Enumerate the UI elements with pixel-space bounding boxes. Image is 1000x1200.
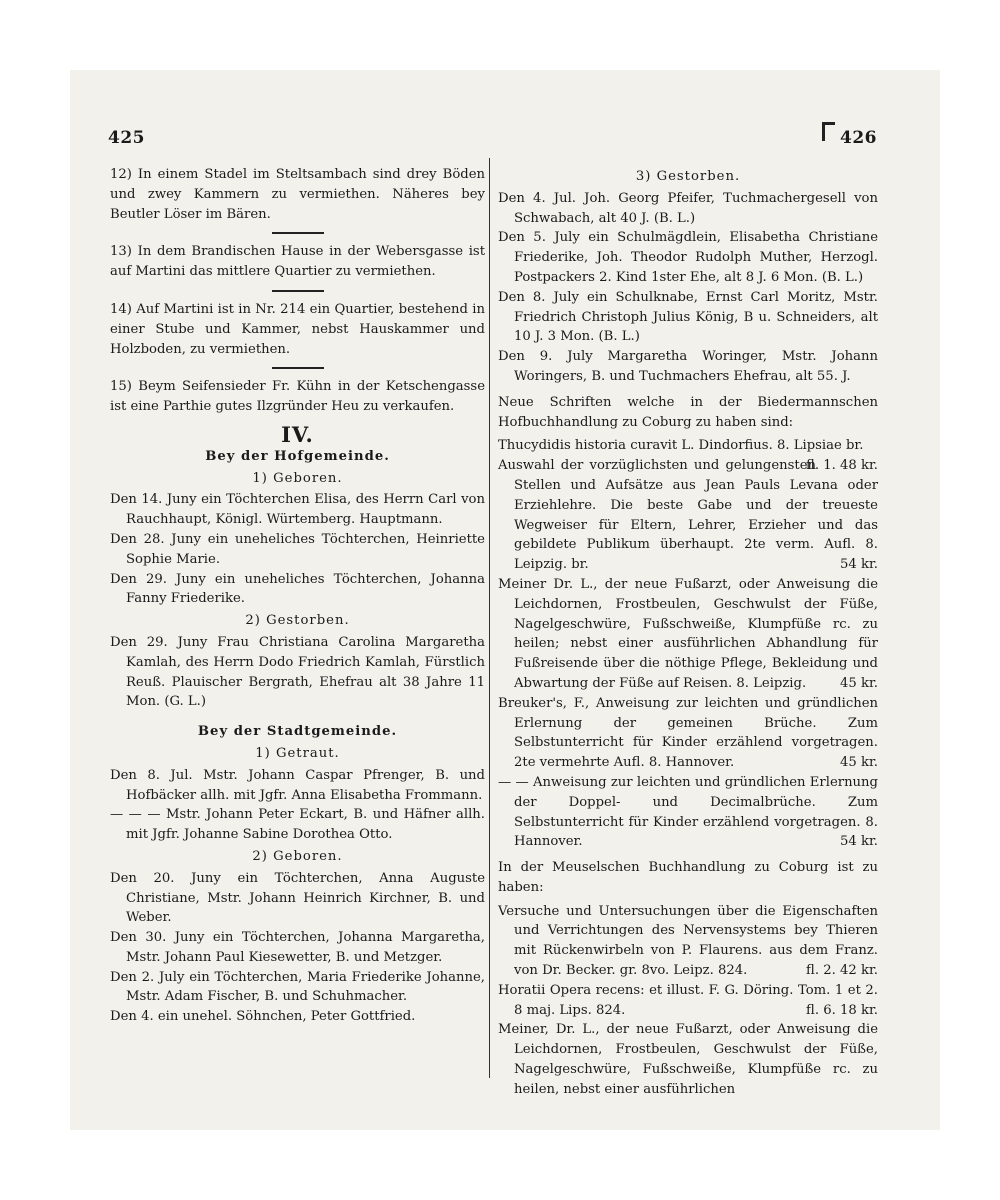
stadt-born-heading: 2) Geboren. xyxy=(252,848,343,864)
book-price: fl. 2. 42 kr. xyxy=(806,963,878,979)
hof-born-entry: Den 14. Juny ein Töchterchen Elisa, des Herrn Carl von Rauchhaupt, Königl. Würtemberg. Hauptmann. xyxy=(110,492,485,528)
book-price: fl. 6. 18 kr. xyxy=(806,1002,878,1018)
book-listing xyxy=(498,694,878,773)
hof-heading: Bey der Hofgemeinde. xyxy=(205,448,390,464)
biedermann-intro: Neue Schriften welche in der Biedermannschen Hofbuchhandlung zu Coburg zu haben sind: xyxy=(498,394,878,430)
hof-born-entry: Den 29. Juny ein uneheliches Töchterchen, Johanna Fanny Friederike. xyxy=(110,571,485,607)
died-entry: Den 8. July ein Schulknabe, Ernst Carl Moritz, Mstr. Friedrich Christoph Julius König, B u. Schneiders, alt 10 J. 3 Mon. (B. L.) xyxy=(498,289,878,345)
notice-13: 13) In dem Brandischen Hause in der Webersgasse ist auf Martini das mittlere Quartier zu vermiethen. xyxy=(110,244,485,280)
hof-born-heading: 1) Geboren. xyxy=(252,470,343,486)
stadt-born-entry: Den 2. July ein Töchterchen, Maria Friederike Johanne, Mstr. Adam Fischer, B. und Schuhmacher. xyxy=(110,969,485,1005)
column-divider xyxy=(489,158,490,1078)
section-numeral: IV. xyxy=(281,421,314,447)
left-column xyxy=(110,165,485,1027)
meusel-intro: In der Meuselschen Buchhandlung zu Coburg ist zu haben: xyxy=(498,860,878,895)
book-listing xyxy=(498,902,878,981)
stadt-born-entry: Den 30. Juny ein Töchterchen, Johanna Margaretha, Mstr. Johann Paul Kiesewetter, B. und Metzger. xyxy=(110,930,485,965)
right-column xyxy=(498,165,878,1100)
book-listing xyxy=(498,1020,878,1099)
stadt-married-entry: — — — Mstr. Johann Peter Eckart, B. und Häfner allh. mit Jgfr. Johanne Sabine Dorothea Otto. xyxy=(110,807,485,843)
book-text: Meiner Dr. L., der neue Fußarzt, oder Anweisung die Leichdornen, Frostbeulen, Geschwulst der Füße, Nagelgeschwüre, Fußschweiße, Klumpfüße rc. zu heilen; nebst einer ausführlichen Abhandlung für Fußreisende über die nöthige Pflege, Bekleidung und Abwartung der Füße auf Reisen. 8. Leipzig. xyxy=(498,576,878,691)
book-price: 45 kr. xyxy=(839,755,878,771)
entry-divider xyxy=(272,232,324,234)
book-price: 54 kr. xyxy=(839,834,878,850)
corner-mark xyxy=(822,122,835,141)
died-entry: Den 5. July ein Schulmägdlein, Elisabetha Christiane Friederike, Joh. Theodor Rudolph Muther, Herzogl. Postpackers 2. Kind 1ster Ehe, alt 8 J. 6 Mon. (B. L.) xyxy=(498,230,878,285)
notice-14: 14) Auf Martini ist in Nr. 214 ein Quartier, bestehend in einer Stube und Kammer, nebst Hauskammer und Holzboden, zu vermiethen. xyxy=(110,301,485,357)
left-page-number: 425 xyxy=(108,128,145,148)
hof-died-entry: Den 29. Juny Frau Christiana Carolina Margaretha Kamlah, des Herrn Dodo Friedrich Kamlah, Fürstlich Reuß. Plauischer Bergrath, Ehefrau alt 38 Jahre 11 Mon. (G. L.) xyxy=(110,634,485,710)
entry-divider xyxy=(272,367,324,369)
died-entry: Den 9. July Margaretha Woringer, Mstr. Johann Woringers, B. und Tuchmachers Ehefrau, alt 55. J. xyxy=(498,349,878,384)
notice-15: 15) Beym Seifensieder Fr. Kühn in der Ketschengasse ist eine Parthie gutes Ilzgründer Heu zu verkaufen. xyxy=(110,379,485,415)
stadt-born-entry: Den 4. ein unehel. Söhnchen, Peter Gottfried. xyxy=(110,1009,416,1025)
book-price: 54 kr. xyxy=(839,557,878,573)
stadt-married-heading: 1) Getraut. xyxy=(255,745,340,761)
died-heading: 3) Gestorben. xyxy=(635,169,741,184)
book-price: fl. 1. 48 kr. xyxy=(806,458,878,474)
book-text: Thucydidis historia curavit L. Dindorfius. 8. Lipsiae br. xyxy=(498,438,864,454)
stadt-heading: Bey der Stadtgemeinde. xyxy=(197,724,398,740)
stadt-married-entry: Den 8. Jul. Mstr. Johann Caspar Pfrenger, B. und Hofbäcker allh. mit Jgfr. Anna Elisabetha Frommann. xyxy=(110,767,485,803)
book-price: 45 kr. xyxy=(839,675,878,691)
entry-divider xyxy=(272,290,324,292)
book-text: Breuker's, F., Anweisung zur leichten und gründlichen Erlernung der gemeinen Brüche. Zum Selbstunterricht für Kinder erzählend vorgetragen. 2te vermehrte Aufl. 8. Hannover. xyxy=(498,695,878,771)
hof-died-heading: 2) Gestorben. xyxy=(245,613,350,629)
book-listing xyxy=(498,981,878,1021)
book-text: Meiner, Dr. L., der neue Fußarzt, oder Anweisung die Leichdornen, Frostbeulen, Geschwulst der Füße, Nagelgeschwüre, Fußschweiße, Klumpfüße rc. zu heilen, nebst einer ausführlichen xyxy=(498,1022,878,1097)
right-page-number: 426 xyxy=(840,128,877,148)
stadt-born-entry: Den 20. Juny ein Töchterchen, Anna Auguste Christiane, Mstr. Johann Heinrich Kirchner, B. und Weber. xyxy=(110,870,485,926)
hof-born-entry: Den 28. Juny ein uneheliches Töchterchen, Heinriette Sophie Marie. xyxy=(110,531,485,567)
book-text: Horatii Opera recens: et illust. F. G. Döring. Tom. 1 et 2. 8 maj. Lips. 824. xyxy=(498,982,878,1018)
book-text: — — Anweisung zur leichten und gründlichen Erlernung der Doppel- und Decimalbrüche. Zum Selbstunterricht für Kinder erzählend vorgetragen. 8. Hannover. xyxy=(498,774,878,850)
died-entry: Den 4. Jul. Joh. Georg Pfeifer, Tuchmachergesell von Schwabach, alt 40 J. (B. L.) xyxy=(498,190,878,226)
book-listing xyxy=(498,773,878,852)
notice-12: 12) In einem Stadel im Steltsambach sind drey Böden und zwey Kammern zu vermiethen. Näheres bey Beutler Löser im Bären. xyxy=(110,167,485,222)
book-text: Auswahl der vorzüglichsten und gelungensten Stellen und Aufsätze aus Jean Pauls Levana oder Erziehlehre. Die beste Gabe und der treueste Wegweiser für Eltern, Lehrer, Erzieher und das gebildete Publikum überhaupt. 2te verm. Aufl. 8. Leipzig. br. xyxy=(498,458,878,573)
book-text: Versuche und Untersuchungen über die Eigenschaften und Verrichtungen des Nervensystems bey Thieren mit Rückenwirbeln von P. Flaurens. aus dem Franz. von Dr. Becker. gr. 8vo. Leipz. 824. xyxy=(498,903,878,979)
book-listing xyxy=(498,575,878,694)
book-listing xyxy=(498,436,878,474)
